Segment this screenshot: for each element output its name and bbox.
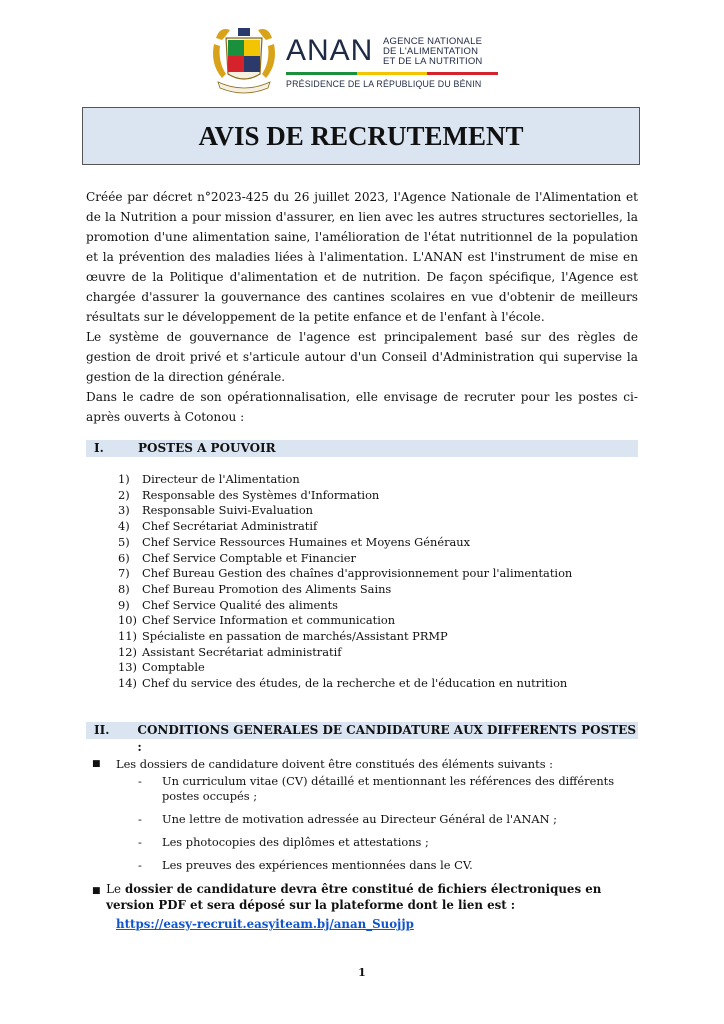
- section-title: CONDITIONS GENERALES DE CANDIDATURE AUX DIFFERENTS POSTES :: [137, 723, 636, 754]
- condition-item: - Un curriculum vitae (CV) détaillé et mentionnant les références des différents postes occupés ;: [138, 774, 615, 803]
- section-number: II.: [94, 723, 110, 737]
- post-number: 7): [118, 566, 130, 581]
- intro-paragraph: Le système de gouvernance de l'agence est principalement basé sur des règles de gestion de droit privé et s'articule autour d'un Conseil d'Administration qui supervise la gestion de la direction générale.: [86, 330, 638, 384]
- list-item: ■ Le dossier de candidature devra être constitué de fichiers électroniques en version PDF et sera déposé sur la plateforme dont le lien est :: [92, 882, 602, 912]
- post-label: Chef Bureau Gestion des chaînes d'approvisionnement pour l'alimentation: [142, 566, 573, 581]
- post-number: 14): [118, 676, 137, 691]
- post-label: Chef du service des études, de la recherche et de l'éducation en nutrition: [142, 676, 568, 691]
- condition-item: - Une lettre de motivation adressée au Directeur Général de l'ANAN ;: [138, 812, 557, 826]
- post-item: [118, 519, 572, 535]
- post-item: [118, 488, 572, 504]
- list-item: ■ Les dossiers de candidature doivent être constitués des éléments suivants :: [92, 757, 554, 771]
- presidence-label: PRÉSIDENCE DE LA RÉPUBLIQUE DU BÉNIN: [286, 79, 482, 89]
- post-label: Responsable Suivi-Evaluation: [142, 503, 314, 518]
- intro-text: [86, 187, 638, 427]
- post-item: [118, 676, 572, 692]
- post-item: [118, 551, 572, 567]
- section-title: POSTES A POUVOIR: [138, 441, 276, 455]
- section-number: I.: [94, 441, 104, 455]
- post-item: [118, 645, 572, 661]
- post-item: [118, 582, 572, 598]
- application-link[interactable]: https://easy-recruit.easyiteam.bj/anan_Suojjp: [116, 917, 414, 931]
- post-item: [118, 613, 572, 629]
- post-number: 2): [118, 487, 130, 502]
- post-number: 12): [118, 644, 137, 659]
- post-number: 8): [118, 581, 130, 596]
- post-label: Chef Bureau Promotion des Aliments Sains: [142, 581, 392, 596]
- conditions-sublist: [138, 774, 640, 873]
- post-label: Spécialiste en passation de marchés/Assistant PRMP: [142, 629, 448, 644]
- post-number: 11): [118, 629, 137, 644]
- post-number: 10): [118, 613, 137, 628]
- brand-wordmark: ANAN: [286, 34, 374, 67]
- condition-item: - Les photocopies des diplômes et attestations ;: [138, 835, 429, 849]
- post-item: [118, 629, 572, 645]
- post-label: Comptable: [142, 660, 205, 675]
- condition-item: - Les preuves des expériences mentionnées dans le CV.: [138, 858, 473, 872]
- benin-coat-of-arms-icon: [208, 24, 280, 96]
- post-item: [118, 660, 572, 676]
- dash-icon: -: [138, 835, 142, 849]
- page-number: 1: [358, 966, 366, 979]
- post-label: Chef Service Information et communication: [142, 613, 396, 628]
- section-heading-postes: [86, 440, 638, 457]
- post-number: 6): [118, 550, 130, 565]
- title-banner: [82, 107, 640, 165]
- dash-icon: -: [138, 858, 142, 872]
- conditions-block: [92, 757, 640, 931]
- post-label: Chef Secrétariat Administratif: [142, 519, 318, 534]
- header-logo: [208, 24, 508, 102]
- post-label: Chef Service Comptable et Financier: [142, 550, 356, 565]
- post-label: Responsable des Systèmes d'Information: [142, 487, 380, 502]
- post-item: [118, 598, 572, 614]
- post-label: Directeur de l'Alimentation: [142, 472, 300, 486]
- agency-name: AGENCE NATIONALE DE L'ALIMENTATION ET DE LA NUTRITION: [383, 36, 483, 67]
- post-number: 4): [118, 519, 130, 534]
- post-number: 5): [118, 534, 130, 549]
- intro-paragraph: Créée par décret n°2023-425 du 26 juillet 2023, l'Agence Nationale de l'Alimentation et de la Nutrition a pour mission d'assurer, en lien avec les autres structures sectorielles, la promotion d'une alimentation saine, l'amélioration de l'état nutritionnel de la population et la prévention des maladies liées à l'alimentation. L'ANAN est l'instrument de mise en œuvre de la Politique d'alimentation et de nutrition. De façon spécifique, l'Agence est chargée d'assurer la gouvernance des cantines scolaires en vue d'obtenir de meilleurs résultats sur le développement de la petite enfance et de l'enfant à l'école.: [86, 190, 638, 324]
- post-item: [118, 535, 572, 551]
- post-item: [118, 472, 572, 488]
- post-label: Chef Service Ressources Humaines et Moyens Généraux: [142, 534, 471, 549]
- dash-icon: -: [138, 774, 142, 788]
- dash-icon: -: [138, 812, 142, 826]
- flag-color-bar: [286, 72, 498, 75]
- page-title: AVIS DE RECRUTEMENT: [198, 120, 524, 151]
- post-number: 3): [118, 503, 130, 518]
- post-item: [118, 503, 572, 519]
- post-number: 9): [118, 597, 130, 612]
- post-number: 13): [118, 660, 137, 675]
- section-heading-conditions: [86, 722, 638, 754]
- post-label: Chef Service Qualité des aliments: [142, 597, 339, 612]
- posts-list: [118, 472, 572, 692]
- post-item: [118, 566, 572, 582]
- intro-paragraph: Dans le cadre de son opérationnalisation, elle envisage de recruter pour les postes ci-après ouverts à Cotonou :: [86, 390, 638, 424]
- post-label: Assistant Secrétariat administratif: [142, 644, 342, 659]
- post-number: 1): [118, 472, 130, 486]
- bullet-icon: ■: [92, 759, 101, 769]
- bullet-icon: ■: [92, 886, 101, 896]
